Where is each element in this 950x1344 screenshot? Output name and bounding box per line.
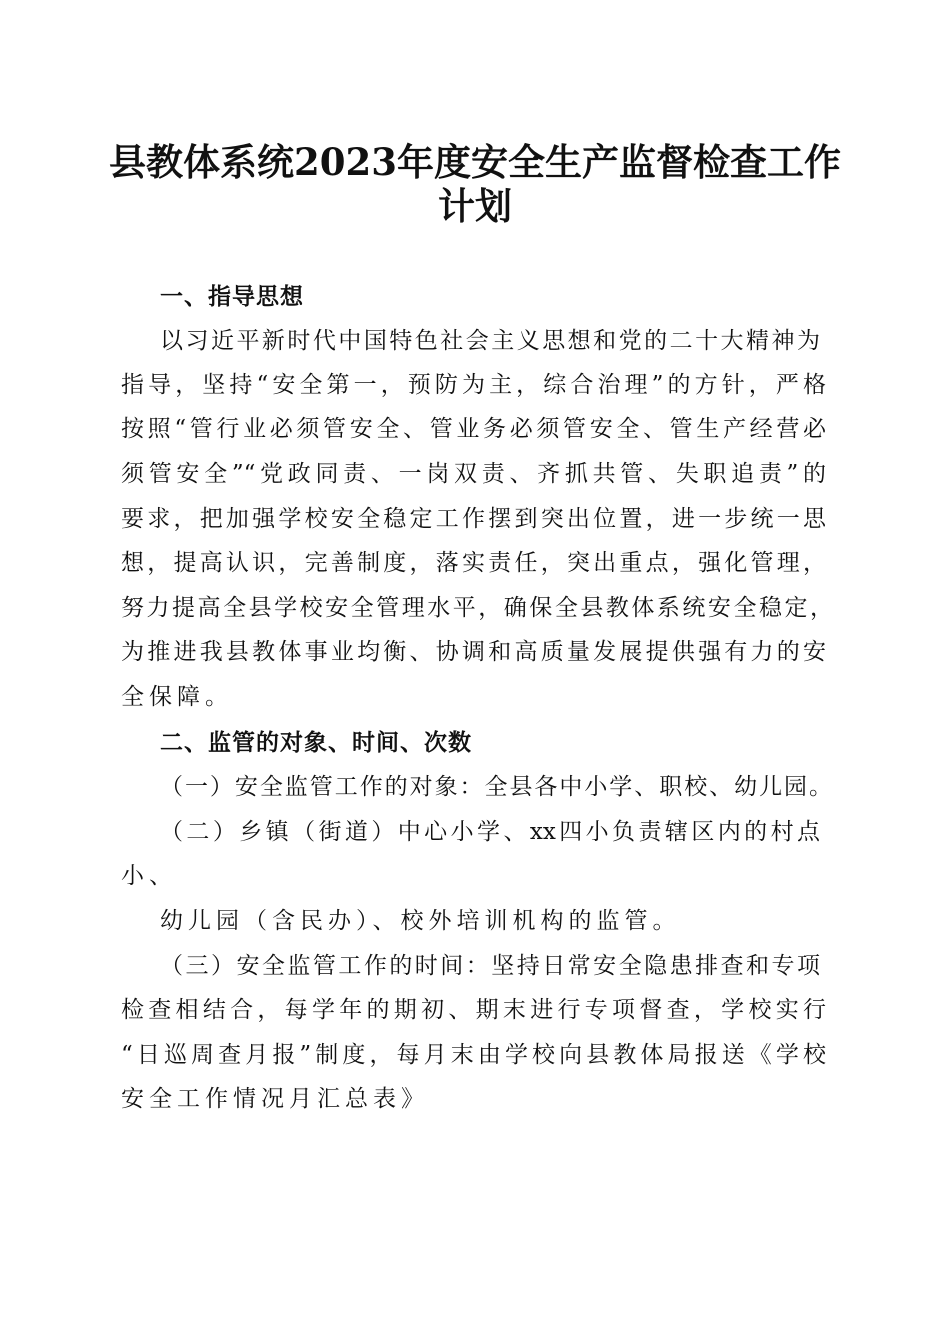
section-1-line-5: 要求，把加强学校安全稳定工作摆到突出位置，进一步统一思 <box>121 506 826 532</box>
section-2-line-2: （二）乡镇（街道）中心小学、xx四小负责辖区内的村点 <box>160 819 820 845</box>
section-2-line-3: 小、 <box>121 863 177 889</box>
section-1-line-4: 须管安全”“党政同责、一岗双责、齐抓共管、失职追责”的 <box>121 461 826 487</box>
document-title-line-1: 县教体系统2023年度安全生产监督检查工作 <box>109 140 841 184</box>
section-2-line-8: 安全工作情况月汇总表》 <box>121 1086 429 1112</box>
section-2-line-1: （一）安全监管工作的对象：全县各中小学、职校、幼儿园。 <box>160 774 832 800</box>
section-2-heading: 二、监管的对象、时间、次数 <box>160 730 472 756</box>
section-2-line-6: 检查相结合，每学年的期初、期末进行专项督查，学校实行 <box>121 997 826 1023</box>
section-1-heading: 一、指导思想 <box>160 284 304 310</box>
section-1-line-6: 想，提高认识，完善制度，落实责任，突出重点，强化管理， <box>121 550 826 576</box>
section-2-line-5: （三）安全监管工作的时间：坚持日常安全隐患排查和专项 <box>160 953 820 979</box>
section-1-line-7: 努力提高全县学校安全管理水平，确保全县教体系统安全稳定， <box>121 595 833 621</box>
section-2-line-7: “日巡周查月报”制度，每月末由学校向县教体局报送《学校 <box>121 1042 826 1068</box>
section-1-line-2: 指导，坚持“安全第一，预防为主，综合治理”的方针，严格 <box>121 372 826 398</box>
section-1-line-9: 全保障。 <box>121 684 233 710</box>
section-2-line-4: 幼儿园（含民办）、校外培训机构的监管。 <box>160 908 681 934</box>
section-1-line-1: 以习近平新时代中国特色社会主义思想和党的二十大精神为 <box>160 328 820 354</box>
section-1-line-8: 为推进我县教体事业均衡、协调和高质量发展提供强有力的安 <box>121 639 826 665</box>
section-1-line-3: 按照“管行业必须管安全、管业务必须管安全、管生产经营必 <box>121 416 826 442</box>
document-title-line-2: 计划 <box>438 184 512 228</box>
